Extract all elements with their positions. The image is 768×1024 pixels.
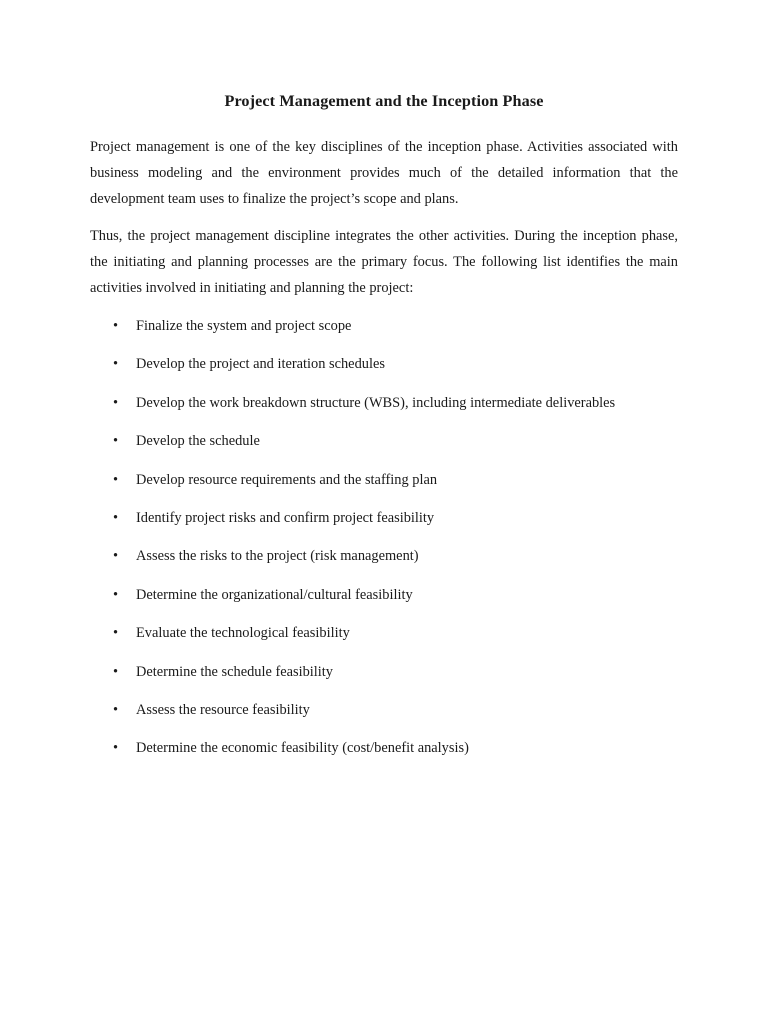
list-item-text: Evaluate the technological feasibility [136,625,350,642]
list-item [90,543,678,569]
activities-list [90,313,678,761]
list-item-text: Determine the schedule feasibility [136,663,333,680]
list-item [90,390,678,416]
list-item [90,313,678,339]
list-item [90,735,678,761]
list-item-text: Develop the project and iteration schedules [136,356,385,373]
bullet-icon: • [113,509,119,526]
list-item [90,582,678,608]
list-item-text: Assess the risks to the project (risk management) [136,548,419,565]
list-item [90,467,678,493]
bullet-icon: • [113,471,119,488]
bullet-icon: • [113,433,119,450]
intro-paragraph: Project management is one of the key disciplines of the inception phase. Activities associated with business modeling and the environment provides much of the detailed information that the development team uses to finalize the project’s scope and plans. [90,139,678,207]
list-item-text: Identify project risks and confirm project feasibility [136,509,435,526]
bullet-icon: • [113,663,119,680]
bullet-icon: • [113,625,119,642]
list-item [90,697,678,723]
list-item [90,351,678,377]
list-item-text: Determine the economic feasibility (cost/benefit analysis) [136,740,469,757]
list-item-text: Develop the schedule [136,433,260,450]
list-item [90,428,678,454]
document-title: Project Management and the Inception Phase [224,92,544,110]
list-item-text: Develop the work breakdown structure (WBS), including intermediate deliverables [136,394,616,411]
list-item-text: Finalize the system and project scope [136,318,352,334]
list-item [90,659,678,685]
list-item-text: Determine the organizational/cultural feasibility [136,586,413,603]
bullet-icon: • [113,701,119,718]
list-item-text: Assess the resource feasibility [136,701,310,718]
bullet-icon: • [113,548,119,565]
bullet-icon: • [113,318,119,334]
list-item [90,620,678,646]
list-item-text: Develop resource requirements and the staffing plan [136,471,438,488]
bullet-icon: • [113,356,119,373]
bullet-icon: • [113,586,119,603]
bullet-icon: • [113,394,119,411]
bullet-icon: • [113,740,119,757]
activities-paragraph: Thus, the project management discipline integrates the other activities. During the inception phase, the initiating and planning processes are the primary focus. The following list identifies the main activities involved in initiating and planning the project: [90,228,678,296]
list-item [90,505,678,531]
